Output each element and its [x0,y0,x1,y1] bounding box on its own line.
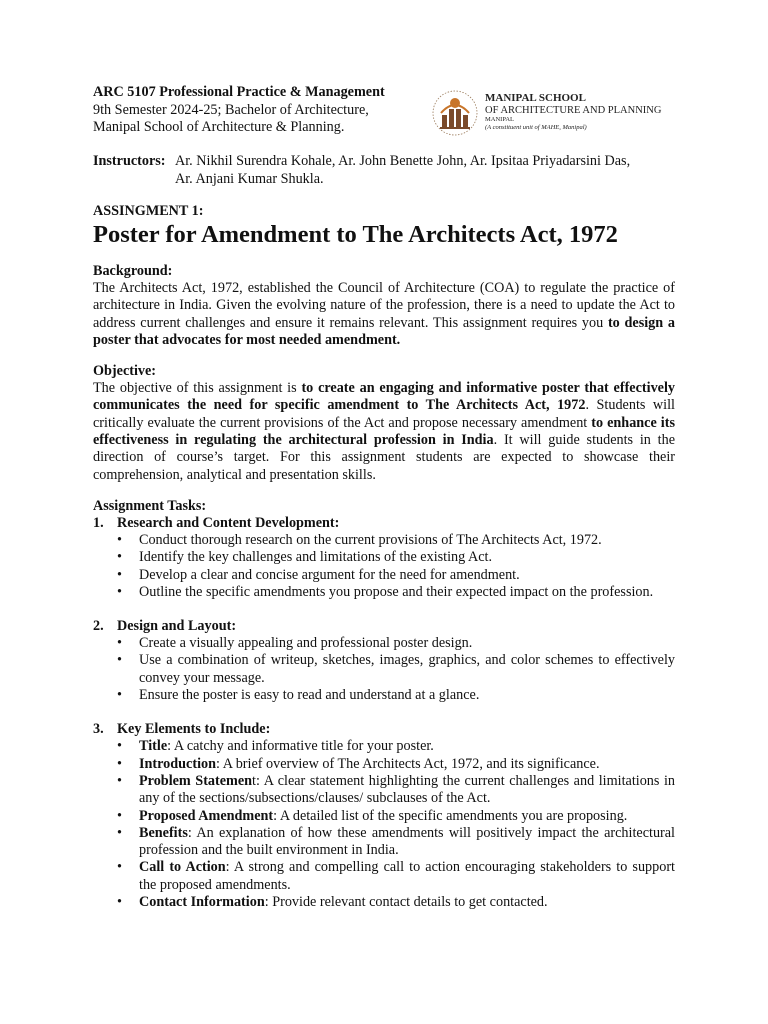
instructors-label: Instructors: [93,153,166,169]
task-1 [93,515,675,601]
list-item: • Proposed Amendment: A detailed list of the specific amendments you are proposing. [117,807,628,824]
bullet-icon: • [117,824,122,841]
bullet-icon: • [117,859,122,876]
list-item: • Introduction: A brief overview of The Architects Act, 1972, and its significance. [117,755,600,772]
tasks-heading: Assignment Tasks: [93,497,207,514]
task-title: Design and Layout: [117,618,237,635]
bullet-icon: • [117,549,122,566]
list-item: • Title: A catchy and informative title for your poster. [117,738,434,755]
bullet-icon: • [117,738,122,755]
list-item: • Use a combination of writeup, sketches, images, graphics, and color schemes to effectively convey your message. [117,652,675,686]
logo-line-3: MANIPAL [485,116,515,123]
list-item: • Create a visually appealing and professional poster design. [117,635,473,652]
instructors-block [93,153,675,188]
background-heading: Background: [93,263,173,279]
background-text: The Architects Act, 1972, established the Council of Architecture (COA) to regulate the practice of architecture in India. Given the evolving nature of the profession, there is a need to update the Act to address current challenges and ensure it remains relevant. This assignment requires you to design a poster that advocates for most needed amendment. [93,280,676,348]
list-item: • Ensure the poster is easy to read and understand at a glance. [117,687,480,704]
logo-line-2: OF ARCHITECTURE AND PLANNING [485,104,662,116]
bullet-icon: • [117,531,122,548]
task-number: 2. [93,618,104,635]
task-title: Key Elements to Include: [117,721,271,738]
list-item: • Problem Statement: A clear statement highlighting the current challenges and limitations in any of the sections/subsections/clauses/ subclauses of the Act. [117,772,676,807]
semester-line: 9th Semester 2024-25; Bachelor of Architecture, [93,101,369,118]
task-2 [93,618,675,704]
list-item: • Conduct thorough research on the current provisions of The Architects Act, 1972. [117,531,602,548]
school-line: Manipal School of Architecture & Planning. [93,119,345,135]
bullet-icon: • [117,583,122,600]
list-item: • Outline the specific amendments you propose and their expected impact on the profession. [117,583,654,600]
list-item: • Develop a clear and concise argument for the need for amendment. [117,566,520,583]
task-title: Research and Content Development: [117,514,340,531]
bullet-icon: • [117,566,122,583]
list-item: • Contact Information: Provide relevant contact details to get contacted. [117,894,548,911]
list-item: • Call to Action: A strong and compelling call to action encouraging stakeholders to support the proposed amendments. [117,859,675,893]
task-number: 1. [93,514,104,531]
task-number: 3. [93,721,104,738]
instructors-line-2: Ar. Anjani Kumar Shukla. [175,170,324,187]
instructors-line-1: Ar. Nikhil Surendra Kohale, Ar. John Benette John, Ar. Ipsitaa Priyadarsini Das, [175,153,631,169]
bullet-icon: • [117,894,122,911]
task-3 [93,721,675,911]
objective-heading: Objective: [93,363,157,380]
school-logo [431,89,673,137]
logo-wordmark [485,93,661,132]
emblem-icon [431,89,479,137]
document-header [93,84,675,139]
bullet-icon: • [117,652,122,669]
logo-line-4: (A constituent unit of MAHE, Manipal) [485,124,587,131]
list-item: • Identify the key challenges and limitations of the existing Act. [117,549,493,566]
assignment-label: ASSINGMENT 1: [93,203,204,219]
bullet-icon: • [117,772,122,789]
bullet-icon: • [117,807,122,824]
course-code-title: ARC 5107 Professional Practice & Management [93,84,385,100]
bullet-icon: • [117,635,122,652]
objective-text: The objective of this assignment is to create an engaging and informative poster that effectively communicates the need for specific amendment to The Architects Act, 1972. Students will critically evaluate the current provisions of the Act and propose necessary amendment to enhance its effectiveness in regulating the architectural profession in India. It will guide students in the direction of course’s target. For this assignment students are expected to showcase their comprehension, analytical and presentation skills. [93,380,676,483]
bullet-icon: • [117,755,122,772]
list-item: • Benefits: An explanation of how these amendments will positively impact the architectural profession and the built environment in India. [117,824,675,859]
document-page [93,84,675,911]
logo-line-1: MANIPAL SCHOOL [485,92,586,104]
assignment-title: Poster for Amendment to The Architects Act, 1972 [93,221,618,248]
bullet-icon: • [117,687,122,704]
